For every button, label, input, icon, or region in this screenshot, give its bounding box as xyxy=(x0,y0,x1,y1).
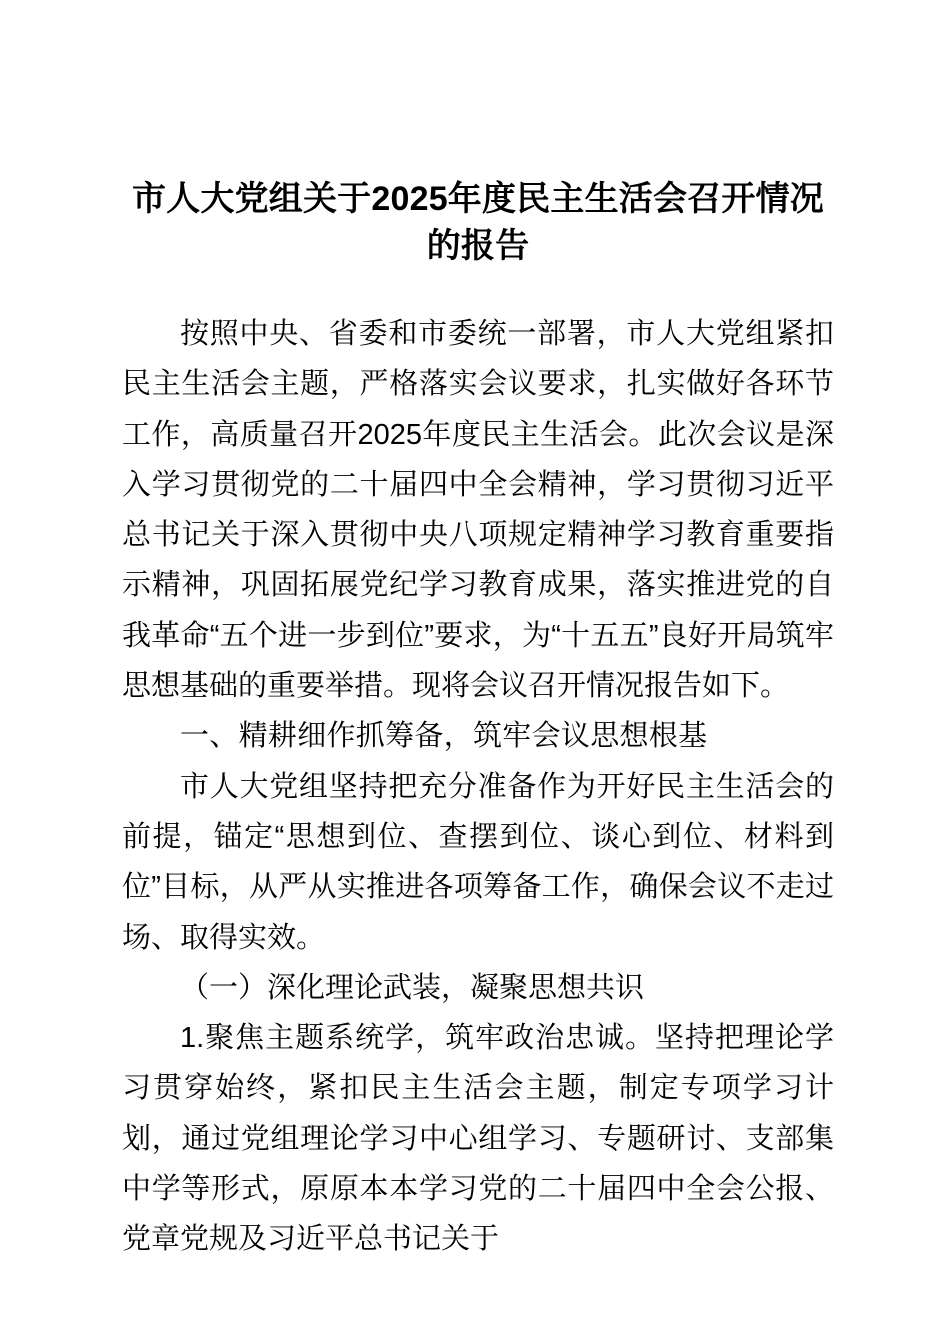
section-1-intro-paragraph: 市人大党组坚持把充分准备作为开好民主生活会的前提，锚定“思想到位、查摆到位、谈心到位、材料到位”目标，从严从实推进各项筹备工作，确保会议不走过场、取得实效。 xyxy=(122,770,834,954)
page-content-area xyxy=(122,0,834,1265)
section-heading-1-1: （一）深化理论武装，凝聚思想共识 xyxy=(180,971,645,1004)
opening-paragraph: 按照中央、省委和市委统一部署，市人大党组紧扣民主生活会主题，严格落实会议要求，扎实做好各环节工作，高质量召开2025年度民主生活会。此次会议是深入学习贯彻党的二十届四中全会精神，学习贯彻习近平总书记关于深入贯彻中央八项规定精神学习教育重要指示精神，巩固拓展党纪学习教育成果，落实推进党的自我革命“五个进一步到位”要求，为“十五五”良好开局筑牢思想基础的重要举措。现将会议召开情况报告如下。 xyxy=(122,318,834,703)
section-1-1-item-1-paragraph: 1.聚焦主题系统学，筑牢政治忠诚。坚持把理论学习贯穿始终，紧扣民主生活会主题，制定专项学习计划，通过党组理论学习中心组学习、专题研讨、支部集中学等形式，原原本本学习党的二十届四中全会公报、党章党规及习近平总书记关于 xyxy=(122,1022,834,1256)
section-heading-1: 一、精耕细作抓筹备，筑牢会议思想根基 xyxy=(180,720,708,753)
document-title: 市人大党组关于2025年度民主生活会召开情况的报告 xyxy=(131,180,825,265)
